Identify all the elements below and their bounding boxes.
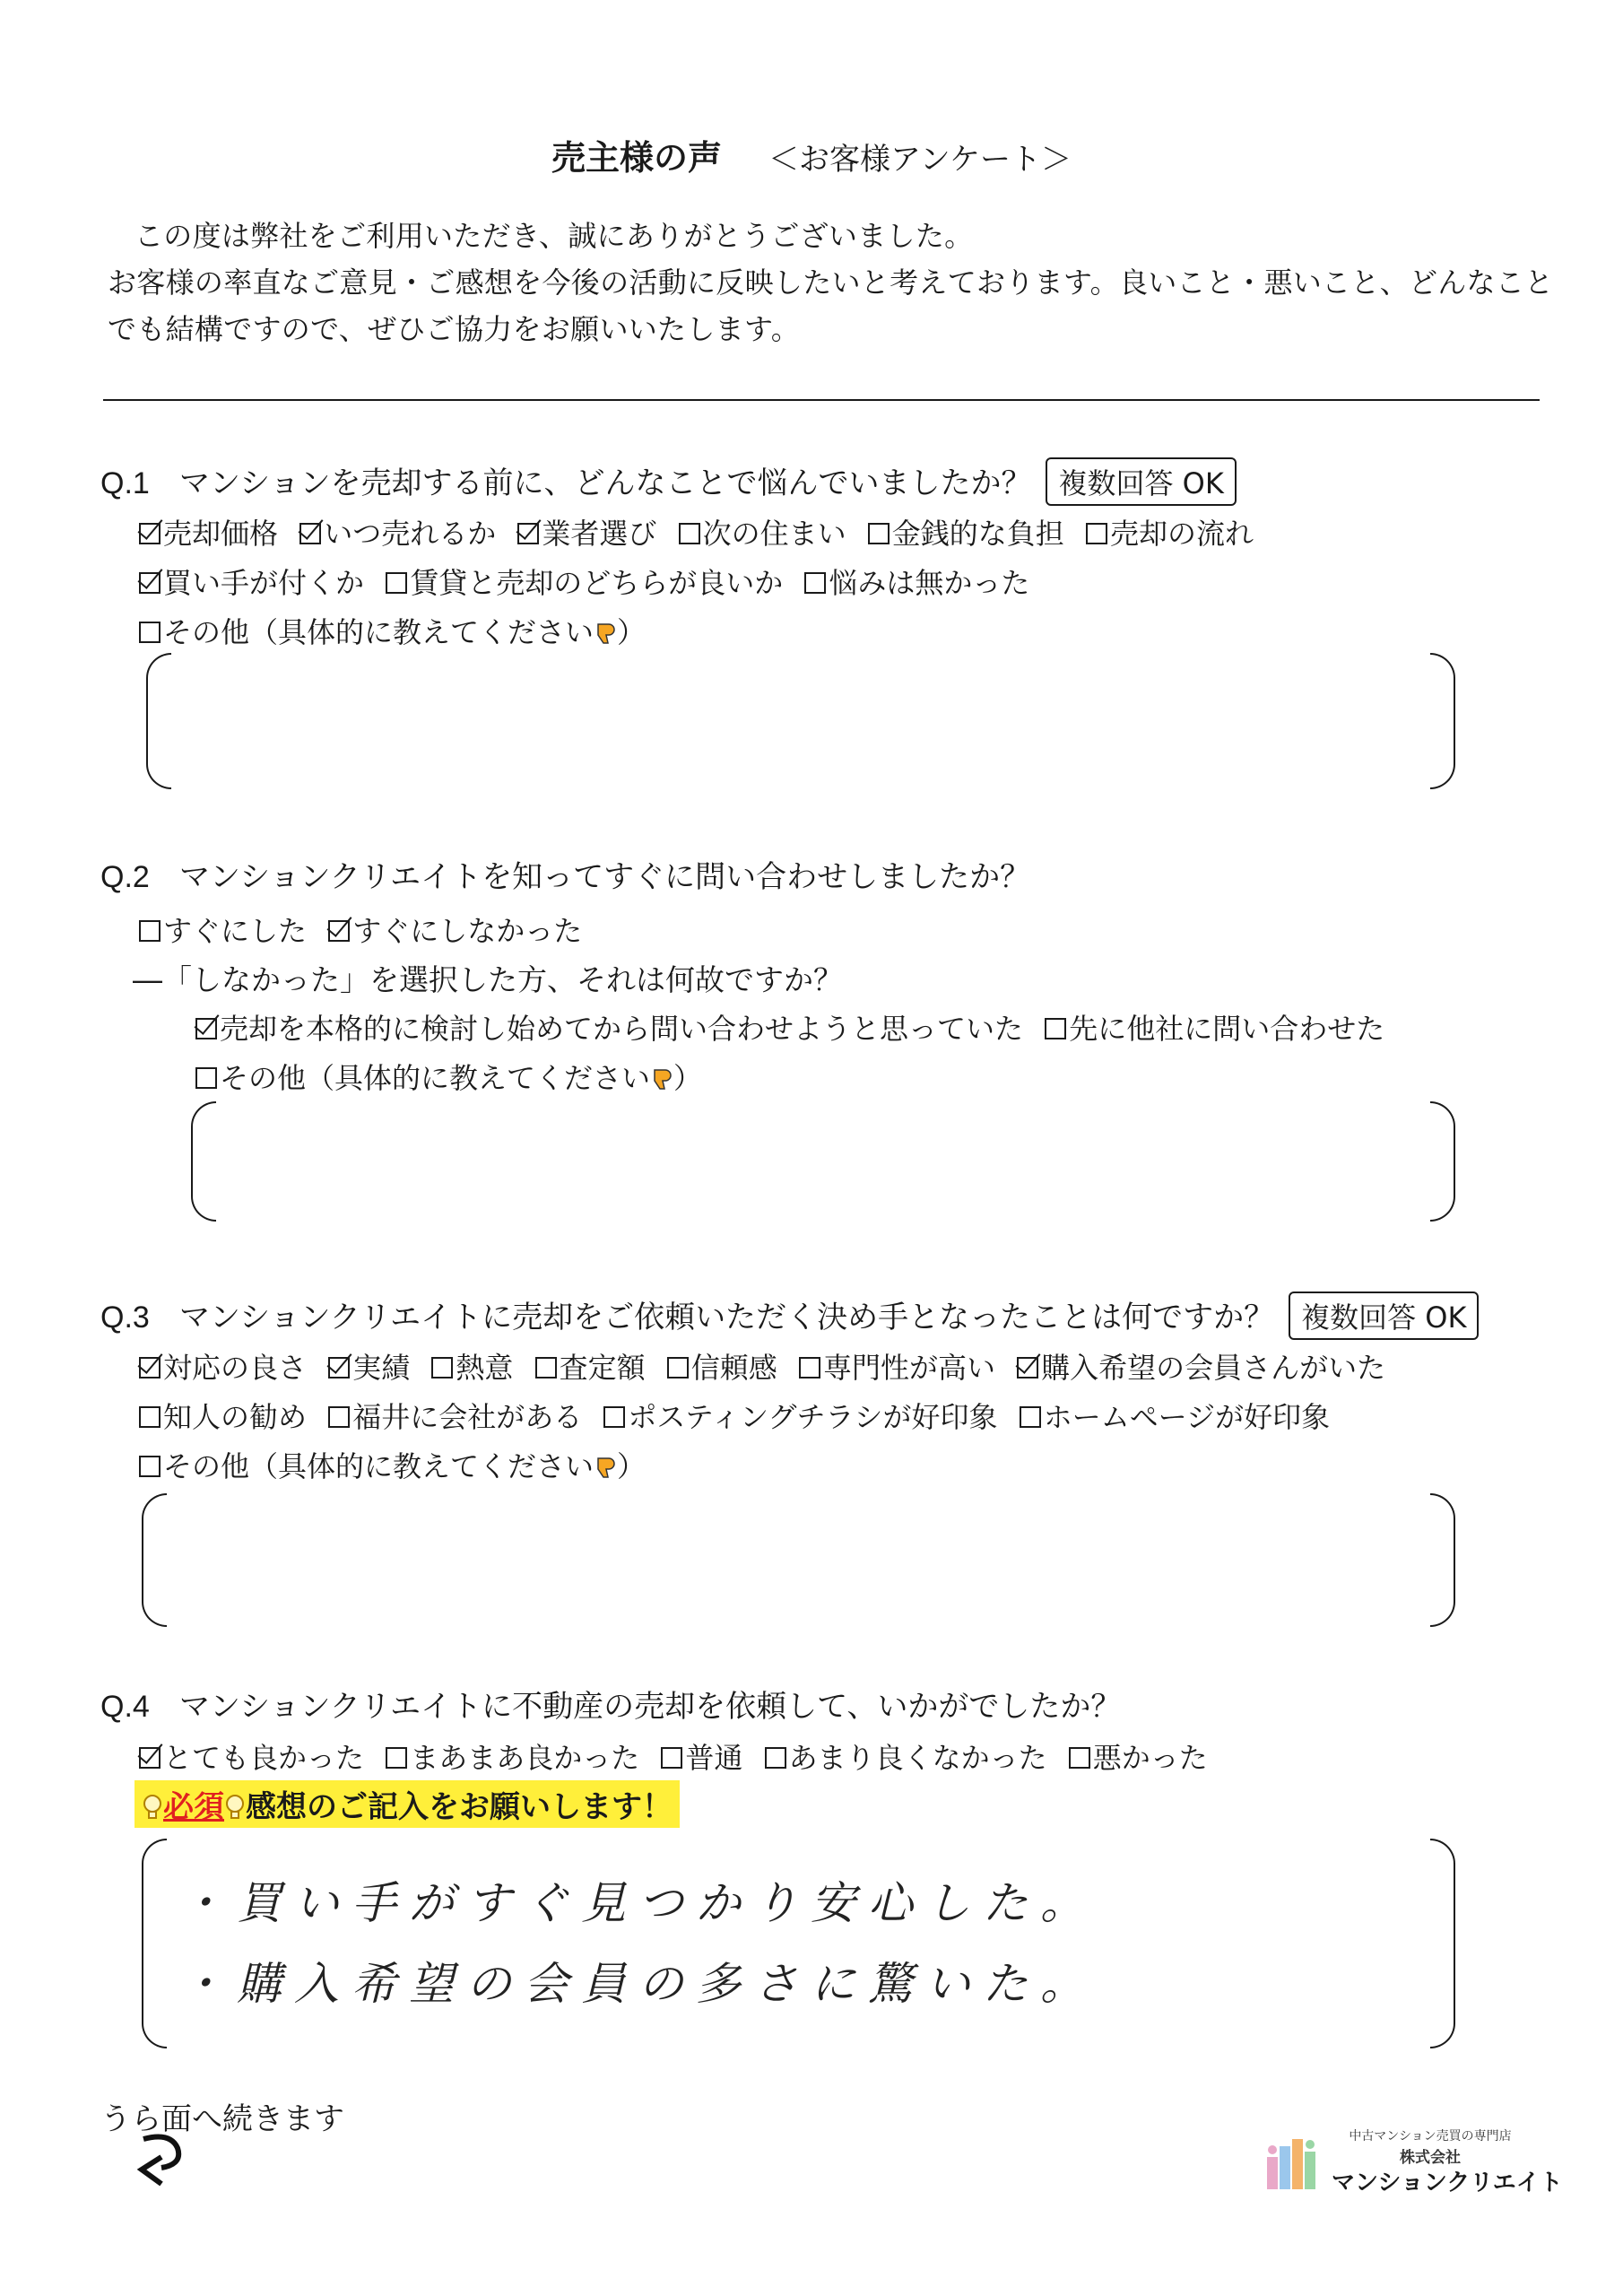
checkbox[interactable] — [517, 523, 539, 544]
q2-answer-bracket-right — [1430, 1101, 1455, 1222]
question-2-text: マンションクリエイトを知ってすぐに問い合わせしましたか？ — [179, 859, 1031, 895]
q4-answer-bracket-right — [1430, 1839, 1455, 2048]
q1-answer-bracket-right — [1430, 653, 1455, 789]
checkbox[interactable] — [1086, 523, 1107, 544]
q3-option[interactable]: 熱意 — [431, 1345, 513, 1387]
q3-option[interactable]: ホームページが好印象 — [1020, 1395, 1330, 1436]
q3-option[interactable]: ポスティングチラシが好印象 — [603, 1395, 997, 1436]
multiple-answer-badge: 複数回答 OK — [1046, 457, 1236, 506]
q2-answer-bracket-left — [191, 1101, 216, 1222]
q1-option[interactable]: 悩みは無かった — [804, 561, 1029, 602]
checkbox[interactable] — [386, 1747, 407, 1769]
logo-name: マンションクリエイト — [1332, 2170, 1563, 2196]
checkbox[interactable] — [139, 572, 161, 594]
checkbox[interactable] — [1045, 1018, 1066, 1039]
q1-option[interactable]: 売却の流れ — [1086, 511, 1254, 552]
q3-answer-bracket-left — [142, 1493, 167, 1627]
q2-option[interactable]: すぐにした — [139, 909, 307, 950]
q4-answer-bracket-left — [142, 1839, 167, 2048]
q2-reasons-row-1 — [195, 1006, 1397, 1048]
q3-options-row-1 — [139, 1345, 1398, 1387]
checkbox[interactable] — [195, 1018, 217, 1039]
checkbox[interactable] — [139, 1456, 161, 1477]
lightbulb-icon — [142, 1794, 163, 1821]
question-4-text: マンションクリエイトに不動産の売却を依頼して、いかがでしたか？ — [179, 1689, 1122, 1725]
checkbox[interactable] — [799, 1357, 820, 1378]
required-text: 感想のご記入をお願いします！ — [246, 1789, 673, 1825]
question-1-text: マンションを売却する前に、どんなことで悩んでいましたか？ — [179, 465, 1032, 501]
q1-option[interactable]: 賃貸と売却のどちらが良いか — [386, 561, 783, 602]
continue-on-back-text: うら面へ続きます — [100, 2101, 344, 2137]
q3-option[interactable]: 知人の勧め — [139, 1395, 307, 1436]
checkbox[interactable] — [1017, 1357, 1038, 1378]
q4-options — [139, 1735, 1220, 1777]
checkbox[interactable] — [667, 1357, 689, 1378]
q3-option[interactable]: 福井に会社がある — [328, 1395, 582, 1436]
q4-option[interactable]: まあまあ良かった — [386, 1735, 639, 1777]
q3-option[interactable]: 購入希望の会員さんがいた — [1017, 1345, 1385, 1387]
q4-option[interactable]: 普通 — [661, 1735, 742, 1777]
q4-option[interactable]: 悪かった — [1069, 1735, 1208, 1777]
q1-options-row-2 — [139, 561, 1042, 602]
page-title — [0, 130, 1623, 179]
checkbox[interactable] — [386, 572, 407, 594]
q3-options-row-2 — [139, 1395, 1342, 1436]
q2-other-answer-area[interactable] — [220, 1103, 1421, 1218]
checkbox[interactable] — [804, 572, 826, 594]
logo-mark-icon — [1260, 2130, 1323, 2193]
checkbox[interactable] — [661, 1747, 682, 1769]
checkbox[interactable] — [195, 1067, 217, 1089]
q1-option[interactable]: いつ売れるか — [299, 511, 496, 552]
pointing-hand-icon — [595, 1457, 617, 1480]
q2-option[interactable]: すぐにしなかった — [328, 909, 582, 950]
q3-answer-bracket-right — [1430, 1493, 1455, 1627]
q1-answer-bracket-left — [146, 653, 171, 789]
checkbox[interactable] — [868, 523, 890, 544]
checkbox[interactable] — [139, 1406, 161, 1428]
checkbox[interactable] — [299, 523, 321, 544]
checkbox[interactable] — [1020, 1406, 1041, 1428]
checkbox[interactable] — [328, 920, 350, 942]
question-3-number: Q.3 — [100, 1300, 150, 1335]
q1-other-option[interactable]: その他（具体的に教えてください ） — [139, 610, 646, 651]
q2-options — [139, 909, 595, 950]
lightbulb-icon — [224, 1794, 246, 1821]
q2-reason[interactable]: 先に他社に問い合わせた — [1045, 1006, 1384, 1048]
checkbox[interactable] — [328, 1406, 350, 1428]
turn-over-arrow-icon — [135, 2130, 188, 2193]
question-3-text: マンションクリエイトに売却をご依頼いただく決め手となったことは何ですか？ — [179, 1300, 1275, 1335]
q3-option[interactable]: 査定額 — [535, 1345, 646, 1387]
multiple-answer-badge: 複数回答 OK — [1289, 1292, 1479, 1340]
checkbox[interactable] — [679, 523, 700, 544]
q3-option[interactable]: 専門性が高い — [799, 1345, 995, 1387]
q3-other-option[interactable]: その他（具体的に教えてください ） — [139, 1444, 646, 1485]
checkbox[interactable] — [139, 1747, 161, 1769]
checkbox[interactable] — [139, 523, 161, 544]
q3-option[interactable]: 実績 — [328, 1345, 410, 1387]
q1-option[interactable]: 金銭的な負担 — [868, 511, 1064, 552]
pointing-hand-icon — [652, 1068, 673, 1091]
required-tag: 必須 — [163, 1789, 224, 1825]
required-comment-banner — [135, 1780, 680, 1828]
title-main: 売主様の声 — [551, 138, 722, 178]
q2-reason[interactable]: 売却を本格的に検討し始めてから問い合わせようと思っていた — [195, 1006, 1023, 1048]
handwritten-answer-line-2: ・購入希望の会員の多さに驚いた。 — [179, 1958, 1098, 2010]
q1-other-answer-area[interactable] — [175, 655, 1421, 786]
q4-answer-area[interactable] — [170, 1840, 1421, 2045]
checkbox[interactable] — [139, 920, 161, 942]
q1-option[interactable]: 業者選び — [517, 511, 656, 552]
checkbox[interactable] — [139, 1357, 161, 1378]
checkbox[interactable] — [535, 1357, 557, 1378]
checkbox[interactable] — [328, 1357, 350, 1378]
question-1-number: Q.1 — [100, 466, 150, 500]
intro-line-1: この度は弊社をご利用いただき、誠にありがとうございました。 — [135, 219, 974, 253]
question-1 — [100, 457, 1237, 506]
q4-option[interactable]: とても良かった — [139, 1735, 364, 1777]
checkbox[interactable] — [603, 1406, 625, 1428]
handwritten-answer-line-1: ・買い手がすぐ見つかり安心した。 — [179, 1877, 1098, 1929]
q4-option[interactable]: あまり良くなかった — [765, 1735, 1047, 1777]
pointing-hand-icon — [595, 622, 617, 646]
title-subtitle: ＜お客様アンケート＞ — [768, 142, 1072, 178]
q1-option[interactable]: 買い手が付くか — [139, 561, 364, 602]
checkbox[interactable] — [765, 1747, 786, 1769]
q2-other-option[interactable]: その他（具体的に教えてください ） — [195, 1056, 702, 1097]
question-4-number: Q.4 — [100, 1690, 150, 1724]
company-logo — [1260, 2121, 1563, 2202]
divider — [103, 399, 1540, 401]
q3-other-answer-area[interactable] — [170, 1495, 1421, 1623]
q2-followup-question: ―「しなかった」を選択した方、それは何故ですか？ — [133, 962, 843, 997]
q3-option[interactable]: 信頼感 — [667, 1345, 777, 1387]
logo-tagline: 中古マンション売買の専門店 — [1349, 2129, 1512, 2144]
question-4 — [100, 1682, 1121, 1726]
q1-option[interactable]: 売却価格 — [139, 511, 278, 552]
question-2 — [100, 852, 1030, 896]
logo-corp: 株式会社 — [1400, 2149, 1461, 2167]
question-2-number: Q.2 — [100, 860, 150, 894]
intro-line-3: でも結構ですので、ぜひご協力をお願いいたします。 — [108, 312, 801, 346]
intro-line-2: お客様の率直なご意見・ご感想を今後の活動に反映したいと考えております。良いこと・悪いこと、どんなこと — [108, 265, 1554, 300]
q1-option[interactable]: 次の住まい — [679, 511, 846, 552]
question-3 — [100, 1292, 1479, 1340]
checkbox[interactable] — [1069, 1747, 1090, 1769]
checkbox[interactable] — [431, 1357, 453, 1378]
q3-option[interactable]: 対応の良さ — [139, 1345, 307, 1387]
checkbox[interactable] — [139, 622, 161, 643]
q1-options-row-1 — [139, 511, 1266, 552]
